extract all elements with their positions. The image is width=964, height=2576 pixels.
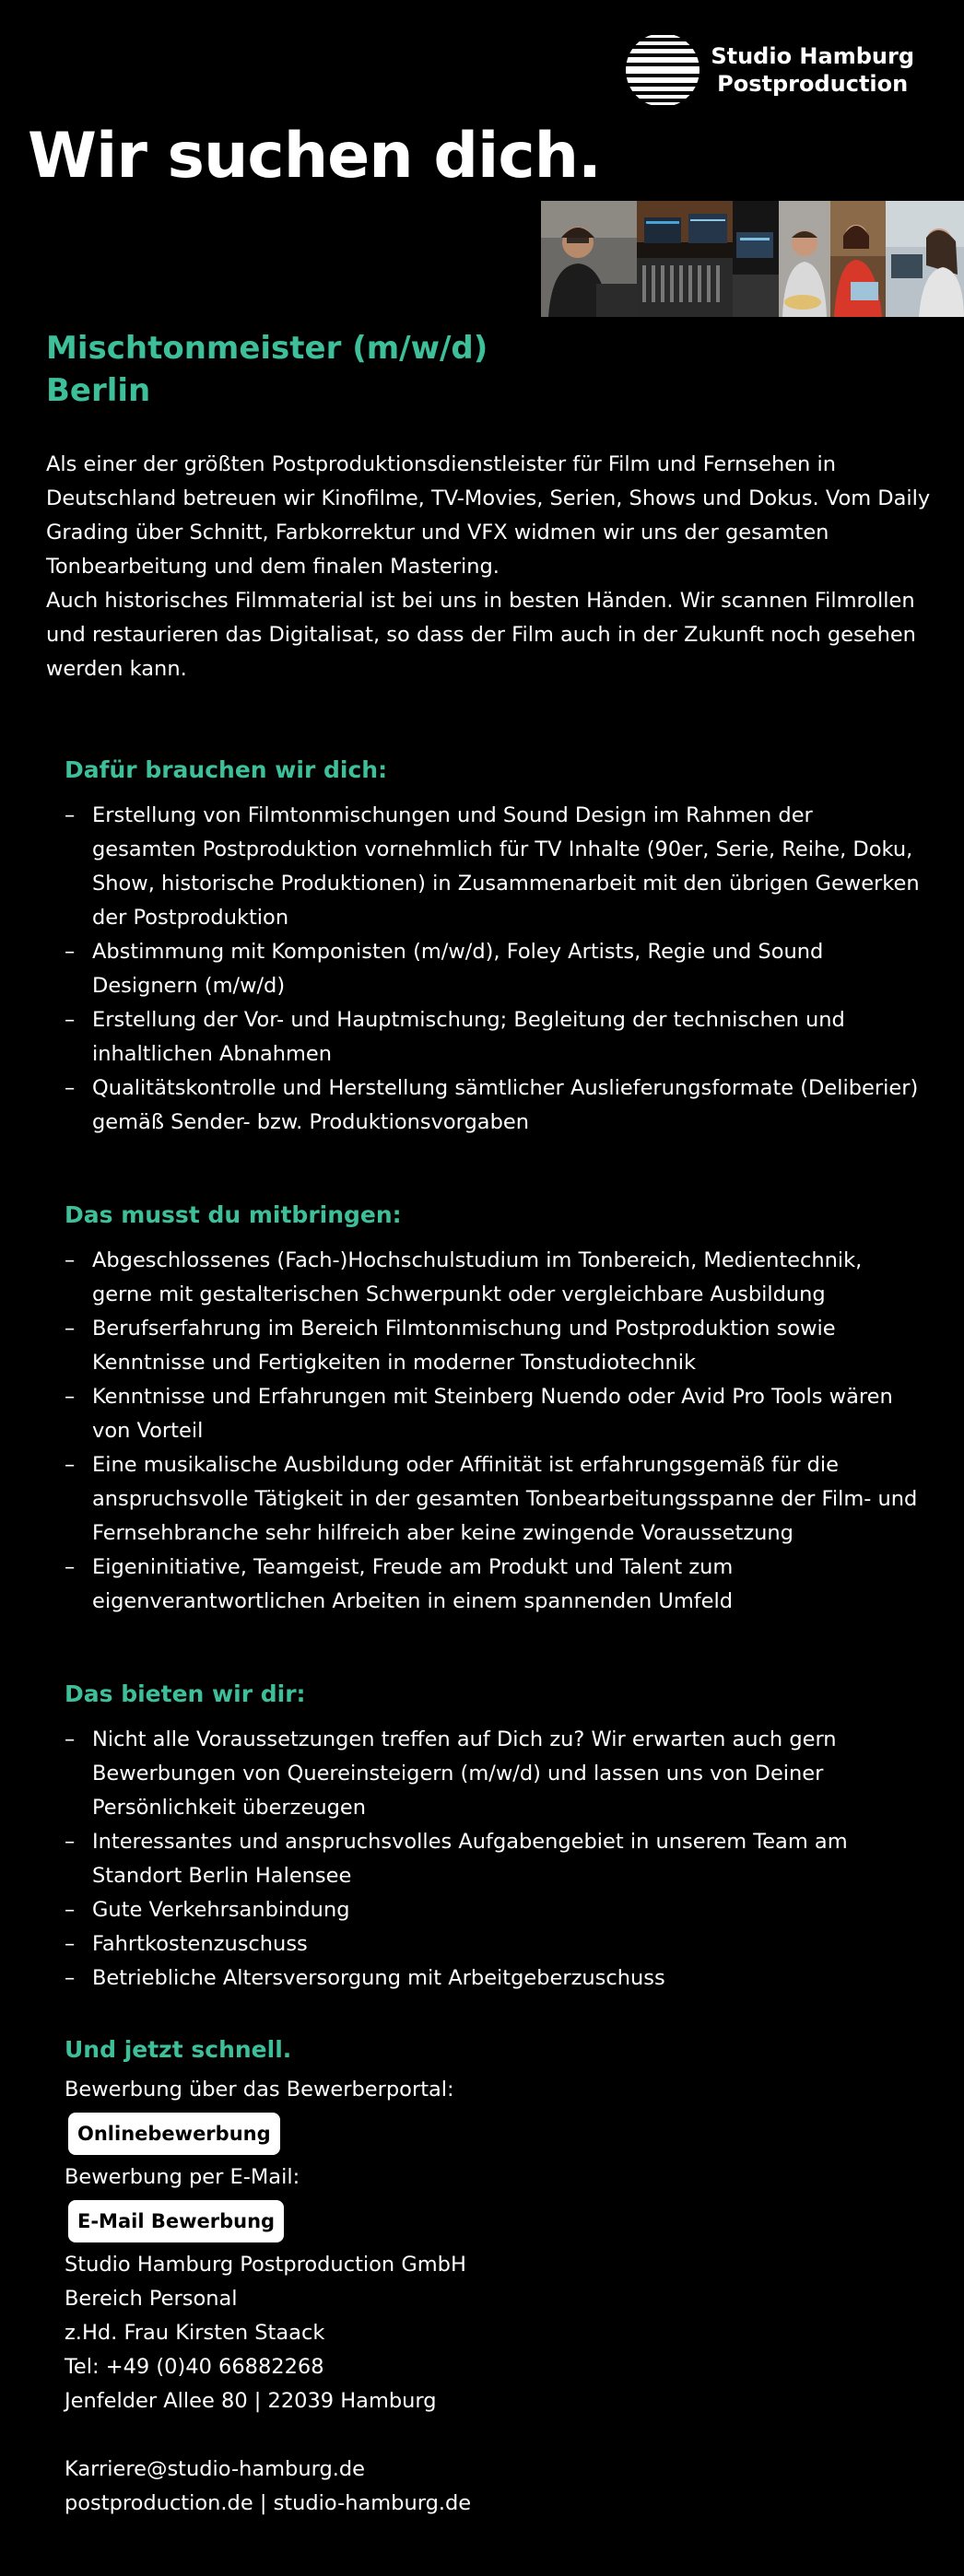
photo-smiling-colleague [779,201,830,317]
company-name: Studio Hamburg Postproduction GmbH [65,2253,466,2277]
brand-logo [626,33,914,107]
list-item-text: Fahrtkostenzuschuss [92,1932,308,1956]
portal-label: Bewerbung über das Bewerberportal: [65,2078,454,2102]
photo-colleague-back [886,201,964,317]
studio-hamburg-logo-icon [626,33,699,107]
list-item: – Abstimmung mit Komponisten (m/w/d), Foley Artists, Regie und Sound Designern (m/w/d) [65,940,824,998]
job-title [46,327,488,412]
list-item: – Eigeninitiative, Teamgeist, Freude am Produkt und Talent zum eigenverantwortlichen Arbeiten in einem spannenden Umfeld [65,1555,734,1613]
list-item: – Berufserfahrung im Bereich Filmtonmischung und Postproduktion sowie Kenntnisse und Fertigkeiten in moderner Tonstudiotechnik [65,1317,836,1375]
list-item: – Gute Verkehrsanbindung [65,1898,350,1922]
section-responsibilities [65,755,922,1140]
job-title-location: Berlin [46,372,151,409]
email-application-button[interactable]: E-Mail Bewerbung [68,2200,284,2242]
intro-text [46,448,931,686]
intro-paragraph-2: Auch historisches Filmmaterial ist bei uns in besten Händen. Wir scannen Filmrollen und restaurieren das Digitalisat, so dass der Film auch in der Zukunft noch gesehen werden kann. [46,589,916,681]
job-title-position: Mischtonmeister (m/w/d) [46,330,488,367]
section-benefits [65,1679,922,1996]
department: Bereich Personal [65,2287,238,2311]
photo-monitors [733,201,779,317]
list-item: – Interessantes und anspruchsvolles Aufgabengebiet in unserem Team am Standort Berlin Halensee [65,1830,848,1888]
email-label: Bewerbung per E-Mail: [65,2165,300,2189]
list-item-text: Interessantes und anspruchsvolles Aufgabengebiet in unserem Team am Standort Berlin Halensee [92,1830,848,1888]
list-item-text: Erstellung von Filmtonmischungen und Sound Design im Rahmen der gesamten Postproduktion vornehmlich für TV Inhalte (90er, Serie, Reihe, Doku, Show, historische Produktionen) in Zusammenarbeit mit den übrigen Gewerken der Postproduktion [92,803,920,930]
section-heading: Das bieten wir dir: [65,1680,306,1707]
list-item-text: Eigeninitiative, Teamgeist, Freude am Produkt und Talent zum eigenverantwortlichen Arbeiten in einem spannenden Umfeld [92,1555,734,1613]
brand-name-line2: Postproduction [717,71,909,97]
section-requirements [65,1200,922,1619]
list-item: – Eine musikalische Ausbildung oder Affinität ist erfahrungsgemäß für die anspruchsvolle Tätigkeit in der gesamten Tonbearbeitungsspanne der Film- und Fernsehbranche sehr hilfreich aber keine zwingende Voraussetzung [65,1453,918,1545]
list-item-text: Eine musikalische Ausbildung oder Affinität ist erfahrungsgemäß für die anspruchsvolle Tätigkeit in der gesamten Tonbearbeitungsspanne der Film- und Fernsehbranche sehr hilfreich aber keine zwingende Voraussetzung [92,1453,918,1545]
apply-section [65,2034,922,2521]
photo-engineer-at-console [541,201,637,317]
website-links[interactable]: postproduction.de | studio-hamburg.de [65,2491,472,2515]
list-item-text: Kenntnisse und Erfahrungen mit Steinberg Nuendo oder Avid Pro Tools wären von Vorteil [92,1385,893,1443]
benefits-list [65,1723,922,1996]
list-item-text: Erstellung der Vor- und Hauptmischung; Begleitung der technischen und inhaltlichen Abnahmen [92,1008,845,1066]
list-item: – Erstellung von Filmtonmischungen und Sound Design im Rahmen der gesamten Postproduktion vornehmlich für TV Inhalte (90er, Serie, Reihe, Doku, Show, historische Produktionen) in Zusammenarbeit mit den übrigen Gewerken der Postproduktion [65,803,920,930]
list-item-text: Berufserfahrung im Bereich Filmtonmischung und Postproduktion sowie Kenntnisse und Fertigkeiten in moderner Tonstudiotechnik [92,1317,836,1375]
team-photo-strip [541,201,964,317]
spacer [65,2418,922,2453]
brand-name-line1: Studio Hamburg [711,43,914,69]
requirements-list [65,1244,922,1619]
responsibilities-list [65,799,922,1140]
photo-mixing-console [637,201,733,317]
list-item: – Qualitätskontrolle und Herstellung sämtlicher Auslieferungsformate (Deliberier) gemäß Sender- bzw. Produktionsvorgaben [65,1076,919,1134]
phone-number: Tel: +49 (0)40 66882268 [65,2355,324,2379]
list-item-text: Gute Verkehrsanbindung [92,1898,350,1922]
contact-person: z.Hd. Frau Kirsten Staack [65,2321,325,2345]
brand-name [711,42,914,98]
headline: Wir suchen dich. [28,120,601,193]
postal-address: Jenfelder Allee 80 | 22039 Hamburg [65,2389,437,2413]
photo-colleague-red-top [830,201,886,317]
list-item-text: Abstimmung mit Komponisten (m/w/d), Foley Artists, Regie und Sound Designern (m/w/d) [92,940,824,998]
list-item: – Abgeschlossenes (Fach-)Hochschulstudium im Tonbereich, Medientechnik, gerne mit gestalterischen Schwerpunkt oder vergleichbare Ausbildung [65,1248,863,1306]
list-item: – Fahrtkostenzuschuss [65,1932,308,1956]
list-item: – Kenntnisse und Erfahrungen mit Steinberg Nuendo oder Avid Pro Tools wären von Vorteil [65,1385,893,1443]
list-item: – Erstellung der Vor- und Hauptmischung; Begleitung der technischen und inhaltlichen Abnahmen [65,1008,845,1066]
list-item-text: Nicht alle Voraussetzungen treffen auf Dich zu? Wir erwarten auch gern Bewerbungen von Quereinsteigern (m/w/d) und lassen uns von Deiner Persönlichkeit überzeugen [92,1727,837,1820]
list-item: – Nicht alle Voraussetzungen treffen auf Dich zu? Wir erwarten auch gern Bewerbungen von Quereinsteigern (m/w/d) und lassen uns von Deiner Persönlichkeit überzeugen [65,1727,837,1820]
section-heading: Dafür brauchen wir dich: [65,756,388,783]
list-item: – Betriebliche Altersversorgung mit Arbeitgeberzuschuss [65,1966,665,1990]
list-item-text: Qualitätskontrolle und Herstellung sämtlicher Auslieferungsformate (Deliberier) gemäß Sender- bzw. Produktionsvorgaben [92,1076,919,1134]
list-item-text: Abgeschlossenes (Fach-)Hochschulstudium im Tonbereich, Medientechnik, gerne mit gestalterischen Schwerpunkt oder vergleichbare Ausbildung [92,1248,863,1306]
online-application-button[interactable]: Onlinebewerbung [68,2113,280,2155]
intro-paragraph-1: Als einer der größten Postproduktionsdienstleister für Film und Fernsehen in Deutschland betreuen wir Kinofilme, TV-Movies, Serien, Shows und Dokus. Vom Daily Grading über Schnitt, Farbkorrektur und VFX widmen wir uns der gesamten Tonbearbeitung und dem finalen Mastering. [46,452,931,579]
career-email-link[interactable]: Karriere@studio-hamburg.de [65,2457,366,2481]
section-heading: Das musst du mitbringen: [65,1201,402,1228]
apply-heading: Und jetzt schnell. [65,2036,292,2063]
list-item-text: Betriebliche Altersversorgung mit Arbeitgeberzuschuss [92,1966,665,1990]
